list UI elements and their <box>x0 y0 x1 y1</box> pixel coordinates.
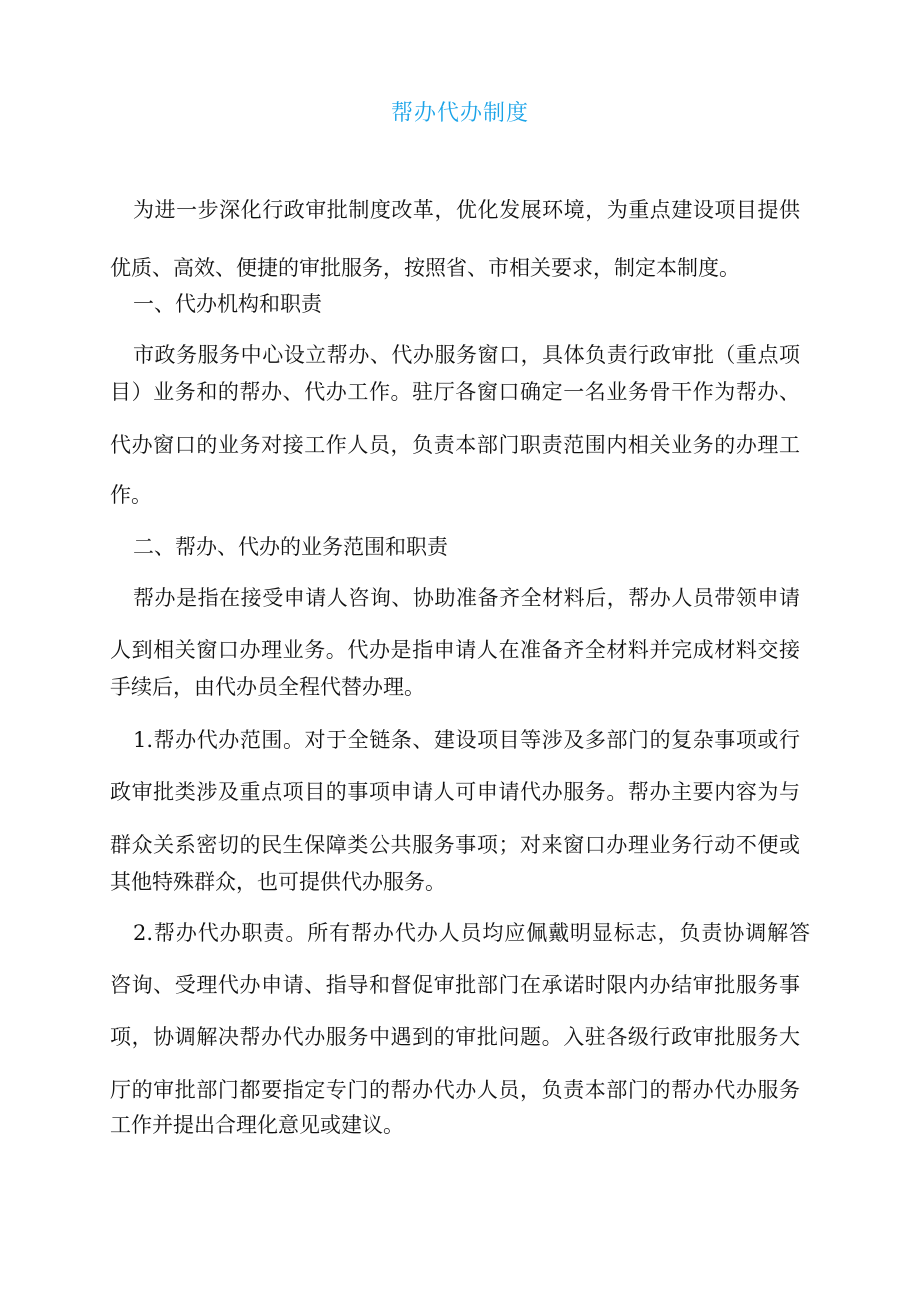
paragraph-line: 项，协调解决帮办代办服务中遇到的审批问题。入驻各级行政审批服务大 <box>110 1025 800 1049</box>
paragraph-line: 代办窗口的业务对接工作人员，负责本部门职责范围内相关业务的办理工 <box>110 433 800 457</box>
paragraph-line: 目）业务和的帮办、代办工作。驻厅各窗口确定一名业务骨干作为帮办、 <box>110 380 800 404</box>
paragraph-line: 2.帮办代办职责。所有帮办代办人员均应佩戴明显标志，负责协调解答 <box>133 921 810 945</box>
document-title: 帮办代办制度 <box>390 101 529 126</box>
paragraph-line: 人到相关窗口办理业务。代办是指申请人在准备齐全材料并完成材料交接 <box>110 638 800 662</box>
paragraph-line: 咨询、受理代办申请、指导和督促审批部门在承诺时限内办结审批服务事 <box>110 973 800 997</box>
paragraph-line: 工作并提出合理化意见或建议。 <box>110 1113 404 1137</box>
paragraph-line: 政审批类涉及重点项目的事项申请人可申请代办服务。帮办主要内容为与 <box>110 780 800 804</box>
paragraph-line: 作。 <box>110 483 152 507</box>
paragraph-line: 市政务服务中心设立帮办、代办服务窗口，具体负责行政审批（重点项 <box>133 343 800 367</box>
section-heading: 二、帮办、代办的业务范围和职责 <box>133 535 448 559</box>
paragraph-line: 其他特殊群众，也可提供代办服务。 <box>110 870 446 894</box>
paragraph-line: 1.帮办代办范围。对于全链条、建设项目等涉及多部门的复杂事项或行 <box>133 728 800 752</box>
paragraph-line: 为进一步深化行政审批制度改革，优化发展环境，为重点建设项目提供 <box>133 198 800 222</box>
paragraph-line: 优质、高效、便捷的审批服务，按照省、市相关要求，制定本制度。 <box>110 256 740 280</box>
paragraph-line: 帮办是指在接受申请人咨询、协助准备齐全材料后，帮办人员带领申请 <box>133 586 800 610</box>
paragraph-line: 手续后，由代办员全程代替办理。 <box>110 675 425 699</box>
paragraph-line: 群众关系密切的民生保障类公共服务事项；对来窗口办理业务行动不便或 <box>110 833 800 857</box>
section-heading: 一、代办机构和职责 <box>133 292 322 316</box>
paragraph-line: 厅的审批部门都要指定专门的帮办代办人员，负责本部门的帮办代办服务 <box>110 1078 800 1102</box>
